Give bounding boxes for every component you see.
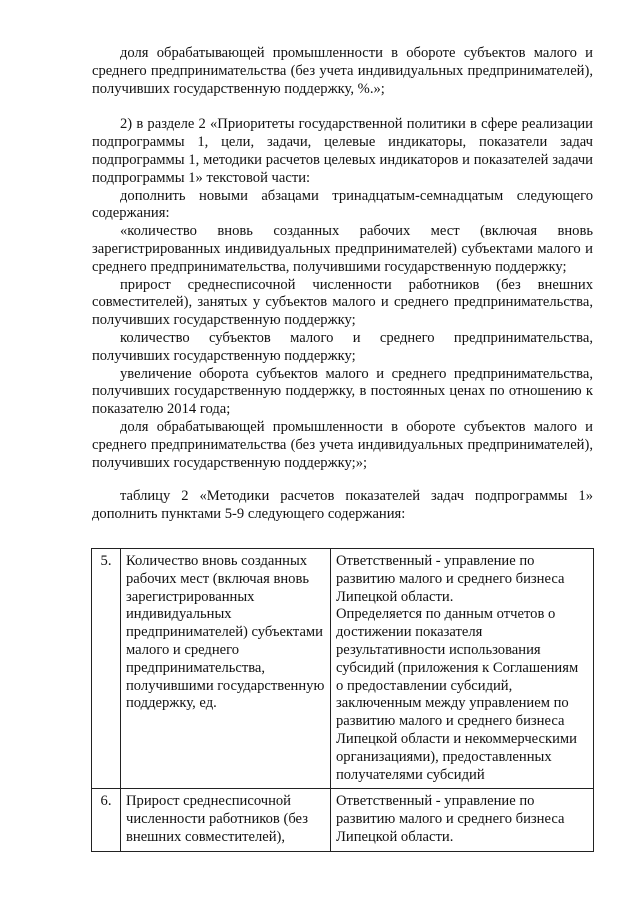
- paragraph-share-manufacturing: доля обрабатывающей промышленности в обороте субъектов малого и среднего предпринимательства (без учета индивидуальных предпринимателей), получивших государственную поддержку, %.»;: [92, 45, 593, 97]
- paragraph-headcount-growth: прирост среднесписочной численности работников (без внешних совместителей), занятых у субъектов малого и среднего предпринимательства, получивших государственную поддержку;: [92, 276, 593, 329]
- row-number: 6.: [92, 789, 121, 851]
- method-cell: [331, 789, 594, 851]
- method-line: Ответственный - управление по развитию малого и среднего бизнеса Липецкой области.: [336, 793, 565, 845]
- body-text: [92, 45, 593, 524]
- paragraph-turnover-increase: увеличение оборота субъектов малого и среднего предпринимательства, получивших государственную поддержку, в постоянных ценах по отношению к показателю 2014 года;: [92, 365, 593, 418]
- paragraph-manufacturing-share: доля обрабатывающей промышленности в обороте субъектов малого и среднего предпринимательства (без учета индивидуальных предпринимателей), получивших государственную поддержку;»;: [92, 418, 593, 471]
- method-cell: [331, 549, 594, 789]
- method-line: Определяется по данным отчетов о достижении показателя результативности использования субсидий (приложения к Соглашениям о предоставлении субсидий, заключенным между управлением по развитию малого и среднего бизнеса Липецкой области и некоммерческими организациями), предоставленных получателями субсидий: [336, 606, 579, 783]
- table-row: [92, 549, 594, 789]
- table-row: [92, 789, 594, 851]
- paragraph-new-jobs: «количество вновь созданных рабочих мест (включая вновь зарегистрированных индивидуальных предпринимателей) субъектами малого и среднего предпринимательства, получившими государственную поддержку;: [92, 223, 593, 275]
- paragraph-add-abstracts: дополнить новыми абзацами тринадцатым-семнадцатым следующего содержания:: [92, 187, 593, 222]
- indicator-cell: Прирост среднесписочной численности работников (без внешних совместителей),: [121, 789, 331, 851]
- methods-table: [91, 548, 594, 852]
- paragraph-number-of-subjects: количество субъектов малого и среднего предпринимательства, получивших государственную поддержку;: [92, 329, 593, 364]
- paragraph-section-2: 2) в разделе 2 «Приоритеты государственной политики в сфере реализации подпрограммы 1, цели, задачи, целевые индикаторы, показатели задач подпрограммы 1, методики расчетов целевых индикаторов и показателей задачи подпрограммы 1» текстовой части:: [92, 116, 593, 186]
- indicator-cell: Количество вновь созданных рабочих мест (включая вновь зарегистрированных индивидуальных предпринимателей) субъектами малого и среднего предпринимательства, получившими государственную поддержку, ед.: [121, 549, 331, 789]
- method-line: Ответственный - управление по развитию малого и среднего бизнеса Липецкой области.: [336, 553, 565, 605]
- paragraph-table-intro: таблицу 2 «Методики расчетов показателей задач подпрограммы 1» дополнить пунктами 5-9 следующего содержания:: [92, 488, 593, 523]
- row-number: 5.: [92, 549, 121, 789]
